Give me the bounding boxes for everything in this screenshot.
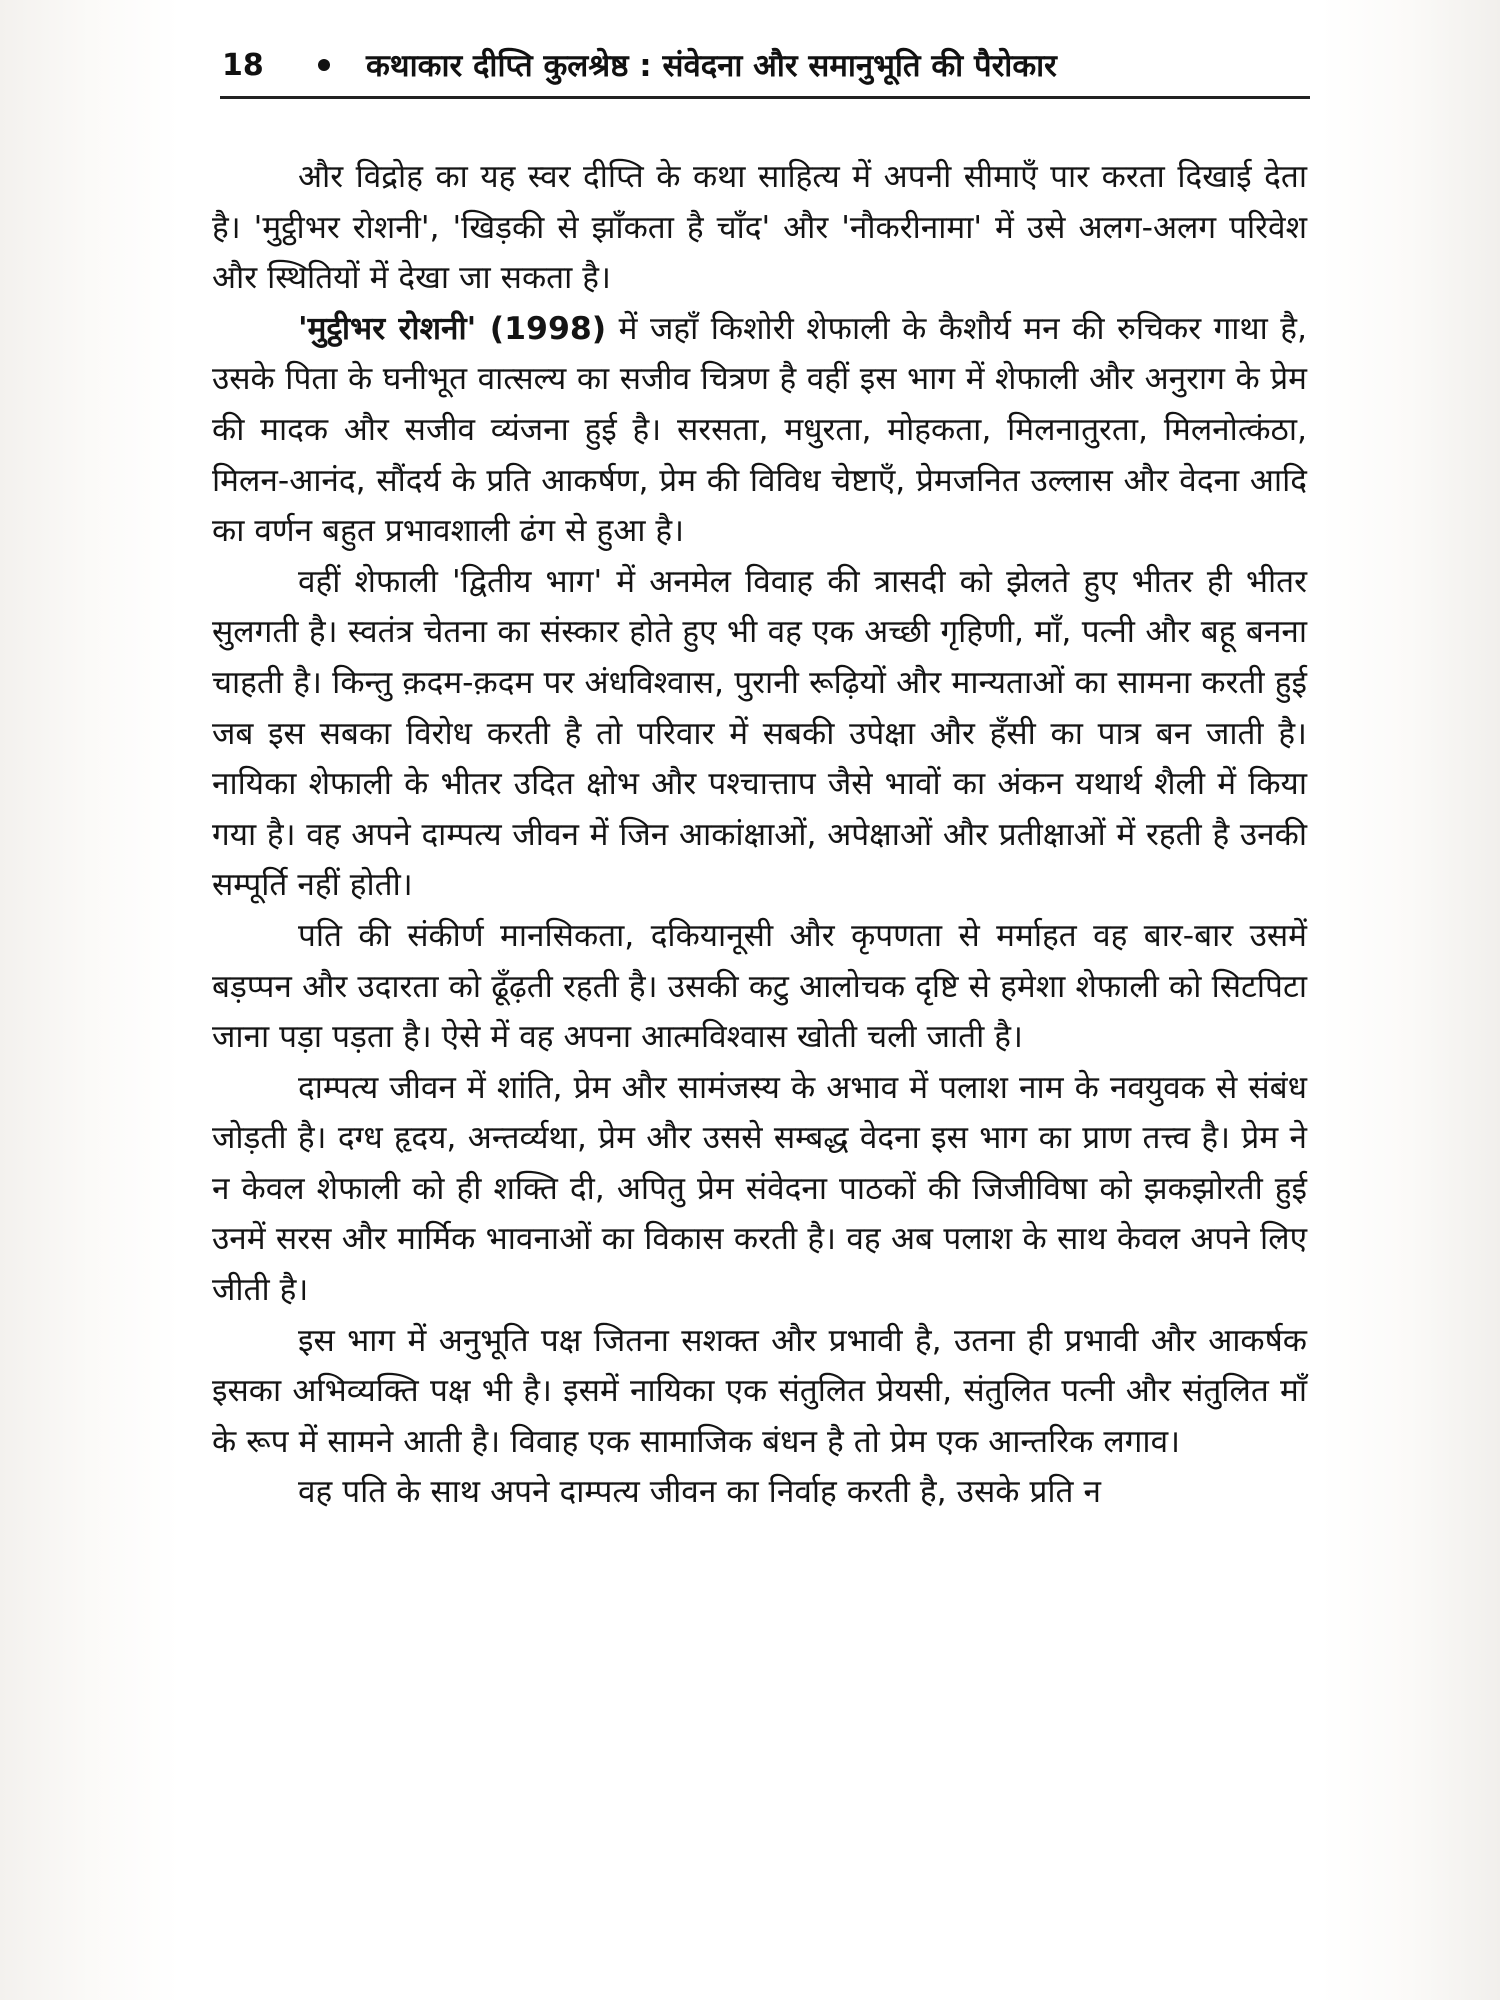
- paragraph: [212, 1063, 1307, 1316]
- paragraph: [212, 557, 1307, 911]
- header-divider: [220, 96, 1310, 99]
- paragraph-text: इस भाग में अनुभूति पक्ष जितना सशक्त और प्रभावी है, उतना ही प्रभावी और आकर्षक इसका अभिव्यक्ति पक्ष भी है। इसमें नायिका एक संतुलित प्रेयसी, संतुलित पत्नी और संतुलित माँ के रूप में सामने आती है। विवाह एक सामाजिक बंधन है तो प्रेम एक आन्तरिक लगाव।: [212, 1322, 1307, 1460]
- paragraph-text: और विद्रोह का यह स्वर दीप्ति के कथा साहित्य में अपनी सीमाएँ पार करता दिखाई देता है। 'मुट्ठीभर रोशनी', 'खिड़की से झाँकता है चाँद' और 'नौकरीनामा' में उसे अलग-अलग परिवेश और स्थितियों में देखा जा सकता है।: [212, 159, 1307, 297]
- page-number: 18: [222, 47, 264, 83]
- bullet-icon: [318, 59, 330, 71]
- paragraph: [212, 304, 1307, 557]
- book-title-emphasis: 'मुट्ठीभर रोशनी' (1998): [298, 310, 607, 347]
- paragraph-text: दाम्पत्य जीवन में शांति, प्रेम और सामंजस्य के अभाव में पलाश नाम के नवयुवक से संबंध जोड़ती है। दग्ध हृदय, अन्तर्व्यथा, प्रेम और उससे सम्बद्ध वेदना इस भाग का प्राण तत्त्व है। प्रेम ने न केवल शेफाली को ही शक्ति दी, अपितु प्रेम संवेदना पाठकों की जिजीविषा को झकझोरती हुई उनमें सरस और मार्मिक भावनाओं का विकास करती है। वह अब पलाश के साथ केवल अपने लिए जीती है।: [212, 1069, 1307, 1309]
- paragraph-text: पति की संकीर्ण मानसिकता, दकियानूसी और कृपणता से मर्माहत वह बार-बार उसमें बड़प्पन और उदारता को ढूँढ़ती रहती है। उसकी कटु आलोचक दृष्टि से हमेशा शेफाली को सिटपिटा जाना पड़ा पड़ता है। ऐसे में वह अपना आत्मविश्वास खोती चली जाती है।: [212, 917, 1307, 1056]
- running-title: कथाकार दीप्ति कुलश्रेष्ठ : संवेदना और समानुभूति की पैरोकार: [366, 48, 1057, 84]
- paragraph-text: वहीं शेफाली 'द्वितीय भाग' में अनमेल विवाह की त्रासदी को झेलते हुए भीतर ही भीतर सुलगती है। स्वतंत्र चेतना का संस्कार होते हुए भी वह एक अच्छी गृहिणी, माँ, पत्नी और बहू बनना चाहती है। किन्तु क़दम-क़दम पर अंधविश्वास, पुरानी रूढ़ियों और मान्यताओं का सामना करती हुई जब इस सबका विरोध करती है तो परिवार में सबकी उपेक्षा और हँसी का पात्र बन जाती है। नायिका शेफाली के भीतर उदित क्षोभ और पश्चात्ताप जैसे भावों का अंकन यथार्थ शैली में किया गया है। वह अपने दाम्पत्य जीवन में जिन आकांक्षाओं, अपेक्षाओं और प्रतीक्षाओं में रहती है उनकी सम्पूर्ति नहीं होती।: [212, 563, 1307, 904]
- paragraph-text: वह पति के साथ अपने दाम्पत्य जीवन का निर्वाह करती है, उसके प्रति न: [298, 1474, 1101, 1511]
- paragraph: [212, 152, 1307, 304]
- page-header: [222, 32, 1308, 98]
- body-text: [212, 152, 1307, 1518]
- paragraph: [212, 911, 1307, 1063]
- paragraph-text: में जहाँ किशोरी शेफाली के कैशौर्य मन की रुचिकर गाथा है, उसके पिता के घनीभूत वात्सल्य का सजीव चित्रण है वहीं इस भाग में शेफाली और अनुराग के प्रेम की मादक और सजीव व्यंजना हुई है। सरसता, मधुरता, मोहकता, मिलनातुरता, मिलनोत्कंठा, मिलन-आनंद, सौंदर्य के प्रति आकर्षण, प्रेम की विविध चेष्टाएँ, प्रेमजनित उल्लास और वेदना आदि का वर्णन बहुत प्रभावशाली ढंग से हुआ है।: [212, 310, 1307, 550]
- paragraph: [212, 1467, 1307, 1518]
- paragraph: [212, 1316, 1307, 1468]
